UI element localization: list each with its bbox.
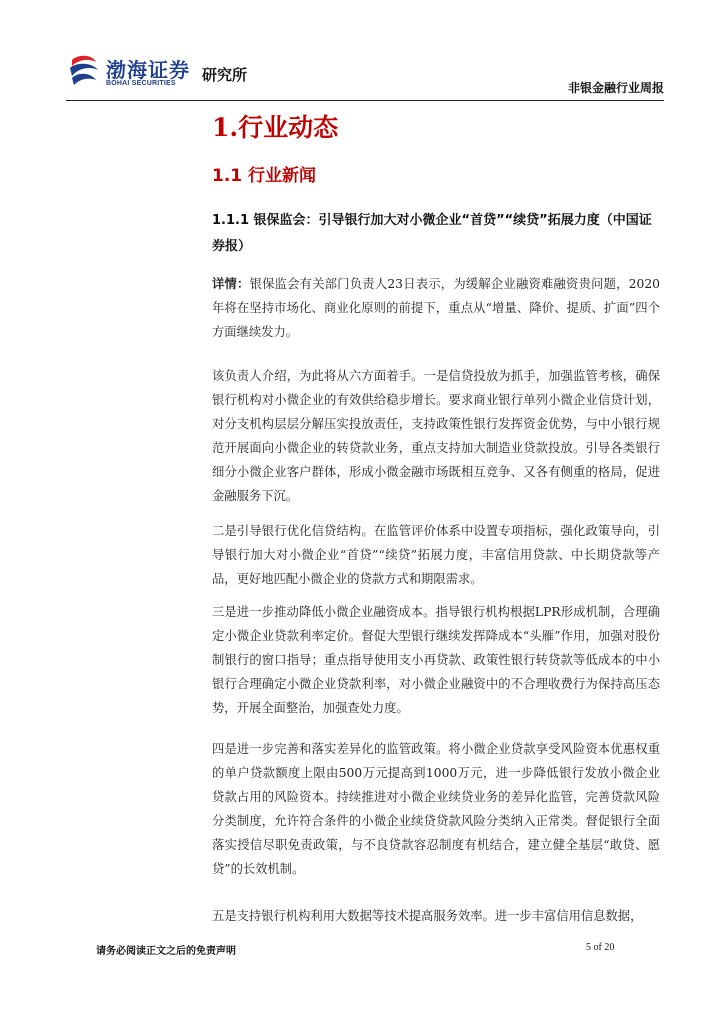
brand-name-cn: 渤海证券 bbox=[106, 58, 190, 82]
paragraph-measure-1: 该负责人介绍，为此将从六方面着手。一是信贷投放为抓手，加强监管考核，确保银行机构对小微企业的有效供给稳步增长。要求商业银行单列小微企业信贷计划，对分支机构层层分解压实投放责任，支持政策性银行发挥资金优势，与中小银行规范开展面向小微企业的转贷款业务，重点支持加大制造业贷款投放。引导各类银行细分小微企业客户群体，形成小微金融市场既相互竞争、又各有侧重的格局，促进金融服务下沉。 bbox=[212, 369, 660, 503]
department-label: 研究所 bbox=[202, 66, 248, 84]
news-item-heading: 1.1.1 银保监会：引导银行加大对小微企业“首贷”“续贷”拓展力度（中国证券报） bbox=[212, 213, 652, 254]
paragraph-measure-2: 二是引导银行优化信贷结构。在监管评价体系中设置专项指标，强化政策导向，引导银行加大对小微企业“首贷”“续贷”拓展力度，丰富信用贷款、中长期贷款等产品，更好地匹配小微企业的贷款方式和期限需求。 bbox=[212, 524, 660, 586]
brand-name-en: BOHAI SECURITIES bbox=[106, 80, 176, 87]
paragraph-measure-4: 四是进一步完善和落实差异化的监管政策。将小微企业贷款享受风险资本优惠权重的单户贷款额度上限由500万元提高到1000万元，进一步降低银行发放小微企业贷款占用的风险资本。持续推进对小微企业续贷业务的差异化监管，完善贷款风险分类制度，允许符合条件的小微企业续贷贷款风险分类纳入正常类。督促银行全面落实授信尽职免责政策，与不良贷款容忍制度有机结合，建立健全基层“敢贷、愿贷”的长效机制。 bbox=[212, 742, 660, 876]
footer-disclaimer: 请务必阅读正文之后的免责声明 bbox=[96, 946, 236, 957]
paragraph-measure-3: 三是进一步推动降低小微企业融资成本。指导银行机构根据LPR形成机制，合理确定小微企业贷款利率定价。督促大型银行继续发挥降成本“头雁”作用，加强对股份制银行的窗口指导；重点指导使用支小再贷款、政策性银行转贷款等低成本的中小银行合理确定小微企业贷款利率，对小微企业融资中的不合理收费行为保持高压态势，开展全面整治，加强查处力度。 bbox=[212, 605, 660, 715]
page-number: 5 of 20 bbox=[586, 942, 615, 953]
details-text: 银保监会有关部门负责人23日表示，为缓解企业融资难融资贵问题，2020年将在坚持市场化、商业化原则的前提下，重点从“增量、降价、提质、扩面”四个方面继续发力。 bbox=[212, 277, 660, 339]
header-divider bbox=[66, 100, 664, 101]
bohai-logo-icon bbox=[66, 52, 102, 88]
paragraph-details bbox=[212, 272, 660, 344]
details-label: 详情： bbox=[212, 277, 250, 291]
brand-logo bbox=[66, 48, 256, 94]
report-title: 非银金融行业周报 bbox=[567, 81, 664, 95]
paragraph-measure-5: 五是支持银行机构利用大数据等技术提高服务效率。进一步丰富信用信息数据， bbox=[212, 909, 643, 923]
section-heading-1: 1.行业动态 bbox=[212, 113, 339, 142]
section-heading-2: 1.1 行业新闻 bbox=[212, 166, 317, 186]
